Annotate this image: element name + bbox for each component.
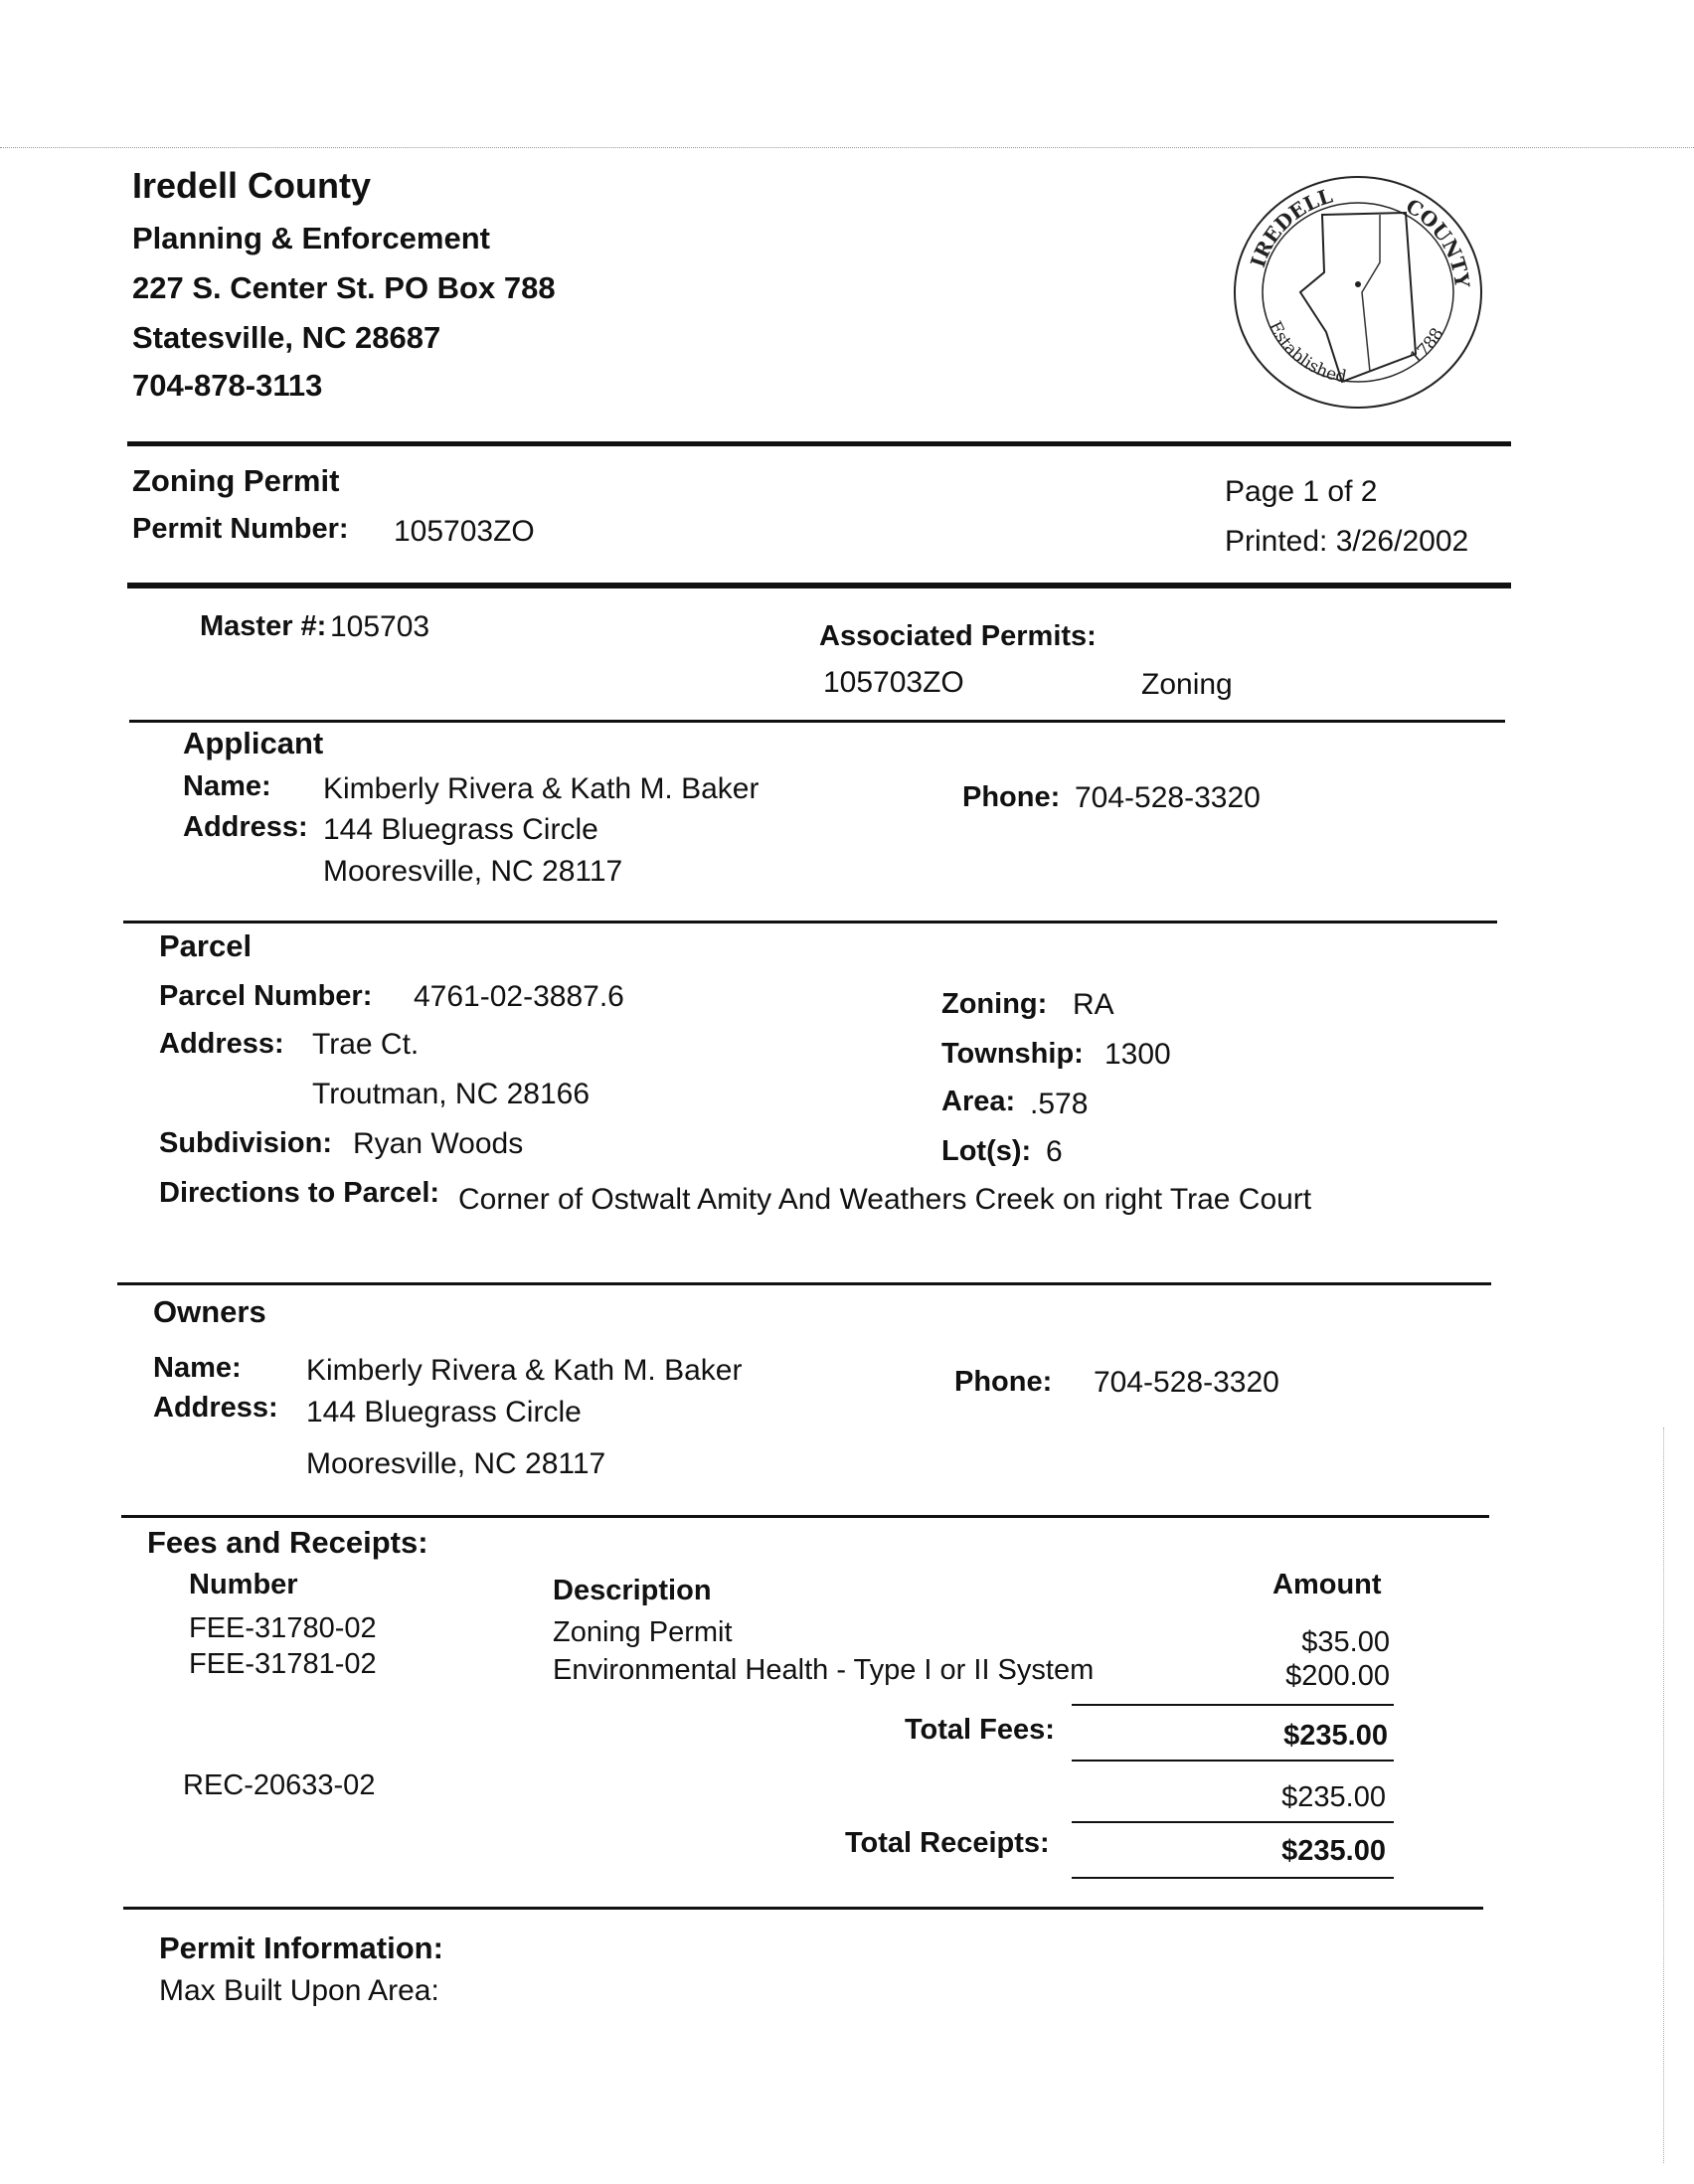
printed-date: Printed: 3/26/2002 [1225, 525, 1469, 558]
fee-description: Zoning Permit [553, 1616, 733, 1648]
parcel-heading: Parcel [159, 928, 253, 963]
zoning-value: RA [1073, 988, 1114, 1021]
fees-heading: Fees and Receipts: [147, 1525, 428, 1560]
zoning-label: Zoning: [941, 988, 1048, 1020]
total-receipts-label: Total Receipts: [845, 1827, 1050, 1859]
associated-permit-number: 105703ZO [823, 666, 964, 699]
applicant-divider [123, 921, 1497, 924]
area-value: .578 [1030, 1088, 1089, 1120]
permit-info-heading: Permit Information: [159, 1931, 443, 1965]
svg-text:COUNTY: COUNTY [1401, 193, 1475, 289]
scan-edge-line [0, 147, 1694, 148]
total-receipts-top-rule [1072, 1821, 1394, 1823]
svg-text:1788: 1788 [1406, 324, 1448, 369]
parcel-divider [117, 1282, 1491, 1285]
owner-address-label: Address: [153, 1392, 278, 1424]
fee-amount: $35.00 [1301, 1626, 1390, 1658]
county-seal [1231, 173, 1485, 412]
header-divider [127, 441, 1511, 446]
scan-edge-mark [1663, 1428, 1665, 2163]
fees-divider [123, 1907, 1483, 1910]
owner-phone: 704-528-3320 [1094, 1366, 1279, 1399]
fee-number: FEE-31780-02 [189, 1612, 377, 1644]
applicant-phone: 704-528-3320 [1075, 781, 1261, 814]
applicant-address-label: Address: [183, 811, 308, 843]
receipt-number: REC-20633-02 [183, 1769, 376, 1801]
owners-divider [121, 1515, 1489, 1518]
owner-address-line2: Mooresville, NC 28117 [306, 1447, 606, 1480]
applicant-phone-label: Phone: [962, 781, 1061, 813]
total-fees-value: $235.00 [1283, 1720, 1388, 1752]
svg-text:Established: Established [1264, 318, 1349, 388]
county-name: Iredell County [132, 165, 372, 206]
fees-col-description: Description [553, 1575, 712, 1606]
owner-name-label: Name: [153, 1352, 242, 1384]
receipt-amount: $235.00 [1281, 1781, 1386, 1813]
fee-description: Environmental Health - Type I or II System [553, 1654, 1095, 1686]
fees-col-amount: Amount [1272, 1569, 1382, 1600]
permit-number-label: Permit Number: [132, 513, 349, 545]
permit-title: Zoning Permit [132, 463, 340, 498]
master-divider [129, 720, 1505, 723]
owner-name: Kimberly Rivera & Kath M. Baker [306, 1354, 743, 1387]
master-number: 105703 [330, 610, 430, 643]
directions-label: Directions to Parcel: [159, 1177, 440, 1209]
permit-number: 105703ZO [394, 515, 535, 548]
page-indicator: Page 1 of 2 [1225, 475, 1378, 508]
township-label: Township: [941, 1038, 1084, 1070]
fee-number: FEE-31781-02 [189, 1648, 377, 1680]
area-label: Area: [941, 1086, 1016, 1117]
subdivision-label: Subdivision: [159, 1127, 332, 1159]
owner-address-line1: 144 Bluegrass Circle [306, 1396, 582, 1428]
lots-label: Lot(s): [941, 1135, 1032, 1167]
parcel-address-line2: Troutman, NC 28166 [312, 1078, 591, 1110]
permit-divider [127, 583, 1511, 588]
office-street: 227 S. Center St. PO Box 788 [132, 270, 556, 305]
township-value: 1300 [1104, 1038, 1171, 1071]
lots-value: 6 [1046, 1135, 1063, 1168]
directions-value: Corner of Ostwalt Amity And Weathers Creek on right Trae Court [458, 1183, 1312, 1216]
subdivision-value: Ryan Woods [353, 1127, 524, 1160]
owners-heading: Owners [153, 1294, 266, 1329]
parcel-number-label: Parcel Number: [159, 980, 373, 1012]
total-receipts-value: $235.00 [1281, 1835, 1386, 1867]
fees-col-number: Number [189, 1569, 298, 1600]
applicant-address-line1: 144 Bluegrass Circle [323, 813, 598, 846]
applicant-address-line2: Mooresville, NC 28117 [323, 855, 623, 888]
total-fees-top-rule [1072, 1704, 1394, 1706]
department-name: Planning & Enforcement [132, 221, 490, 255]
associated-permits-label: Associated Permits: [819, 620, 1097, 652]
master-label: Master #: [200, 610, 327, 642]
owner-phone-label: Phone: [954, 1366, 1053, 1398]
office-phone: 704-878-3113 [132, 368, 323, 403]
svg-text:IREDELL: IREDELL [1246, 183, 1336, 270]
fee-amount: $200.00 [1285, 1660, 1390, 1692]
parcel-address-label: Address: [159, 1028, 284, 1060]
applicant-name-label: Name: [183, 770, 271, 802]
total-fees-bottom-rule [1072, 1760, 1394, 1762]
total-fees-label: Total Fees: [905, 1714, 1055, 1746]
max-built-upon-area-label: Max Built Upon Area: [159, 1974, 439, 2007]
associated-permit-type: Zoning [1141, 668, 1233, 701]
total-receipts-bottom-rule [1072, 1877, 1394, 1879]
applicant-heading: Applicant [183, 726, 324, 760]
parcel-address-line1: Trae Ct. [312, 1028, 420, 1061]
office-city: Statesville, NC 28687 [132, 320, 441, 355]
parcel-number: 4761-02-3887.6 [414, 980, 624, 1013]
applicant-name: Kimberly Rivera & Kath M. Baker [323, 772, 760, 805]
